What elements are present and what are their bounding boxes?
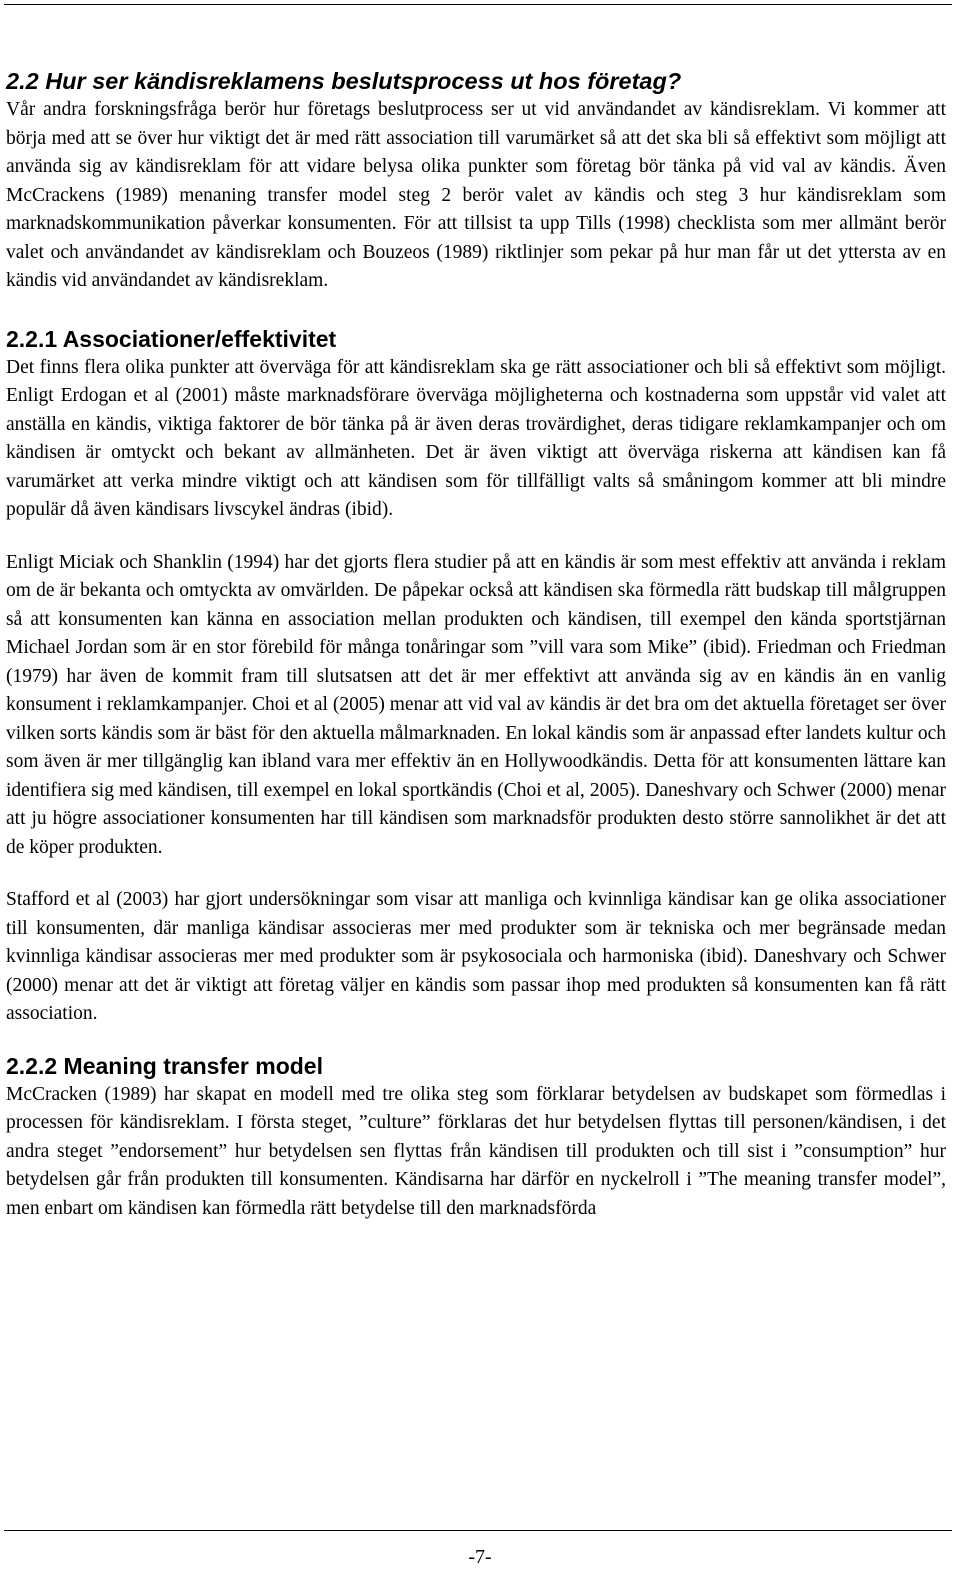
associations-paragraph-2: Enligt Miciak och Shanklin (1994) har det gjorts flera studier på att en kändis är som mest effektiv att använda i reklam om de är bekanta och omtyckta av omvärlden. De påpekar också att kändisen ska förmedla rätt budskap till målgruppen så att konsumenten kan känna en association mellan produkten och kändisen, till exempel den kända sportstjärnan Michael Jordan som är en stor förebild för många tonåringar som ”vill vara som Mike” (ibid). Friedman och Friedman (1979) har även de kommit fram till slutsatsen att det är mer effektivt att använda sig av en kändis än en vanlig konsument i reklamkampanjer. Choi et al (2005) menar att vid val av kändis är det bra om det aktuella företaget ser över vilken sorts kändis som är bäst för den aktuella målmarknaden. En lokal kändis som är anpassad efter landets kultur och som även är mer tillgänglig kan ibland vara mer effektiv än en Hollywoodkändis. Detta för att konsumenten lättare kan identifiera sig med kändisen, till exempel en lokal sportkändis (Choi et al, 2005). Daneshvary och Schwer (2000) menar att ju högre associationer konsumenten har till kändisen som marknadsför produkten desto större sannolikhet är det att de köper produkten. (6, 551, 946, 858)
spacer (6, 525, 946, 549)
spacer (6, 1029, 946, 1051)
spacer (6, 296, 946, 324)
subsection-heading-meaning-transfer: 2.2.2 Meaning transfer model (6, 1052, 323, 1079)
header-rule (4, 4, 952, 5)
associations-paragraph-1: Det finns flera olika punkter att överväga för att kändisreklam ska ge rätt associationer och bli så effektivt som möjligt. Enligt Erdogan et al (2001) måste marknadsförare överväga möjligheterna och kostnaderna som uppstår vid valet att anställa en kändis, viktiga faktorer de bör tänka på är även deras trovärdighet, deras tidigare reklamkampanjer och om kändisen är omtyckt och bekant av allmänheten. Det är även viktigt att överväga riskerna att kändisen kan få varumärket att verka mindre viktigt och att kändisen som för tillfälligt valts så småningom kommer att bli mindre populär då även kändisars livscykel ändras (ibid). (6, 356, 946, 520)
section-heading: 2.2 Hur ser kändisreklamens beslutsprocess ut hos företag? (6, 68, 682, 94)
footer-rule (4, 1530, 952, 1531)
subsection-heading-associations: 2.2.1 Associationer/effektivitet (6, 325, 337, 352)
section-intro-paragraph: Vår andra forskningsfråga berör hur företags beslutprocess ser ut vid användandet av kändisreklam. Vi kommer att börja med att se över hur viktigt det är med rätt association till varumärket så att det ska bli så effektivt som möjligt att använda sig av kändisreklam för att vidare belysa olika punkter som företag bör tänka på vid val av kändis. Även McCrackens (1989) menaning transfer model steg 2 berör valet av kändis och steg 3 hur kändisreklam som marknadskommunikation påverkar konsumenten. För att tillsist ta upp Tills (1998) checklista som mer allmänt berör valet och användandet av kändisreklam och Bouzeos (1989) riktlinjer som pekar på hur man får ut det yttersta av en kändis vid användandet av kändisreklam. (6, 99, 946, 291)
spacer (6, 862, 946, 886)
associations-paragraph-3: Stafford et al (2003) har gjort undersökningar som visar att manliga och kvinnliga kändisar kan ge olika associationer till konsumenten, där manliga kändisar associeras mer med produkter som är tekniska och mer begränsade medan kvinnliga kändisar associeras mer med produkter som är psykosociala och harmoniska (ibid). Daneshvary och Schwer (2000) menar att det är viktigt att företag väljer en kändis som passar ihop med produkten så konsumenten kan få rätt association. (6, 889, 946, 1024)
meaning-transfer-paragraph: McCracken (1989) har skapat en modell med tre olika steg som förklarar betydelsen av budskapet som förmedlas i processen för kändisreklam. I första steget, ”culture” förklaras det hur betydelsen flyttas till personen/kändisen, i det andra steget ”endorsement” hur betydelsen sen flyttas från kändisen till produkten och till sist i ”consumption” hur betydelsen går från produkten till konsumenten. Kändisarna har därför en nyckelroll i ”The meaning transfer model”, men enbart om kändisen kan förmedla rätt betydelse till den marknadsförda (6, 1083, 946, 1219)
page-number: -7- (468, 1546, 492, 1568)
page-content (6, 66, 946, 1223)
